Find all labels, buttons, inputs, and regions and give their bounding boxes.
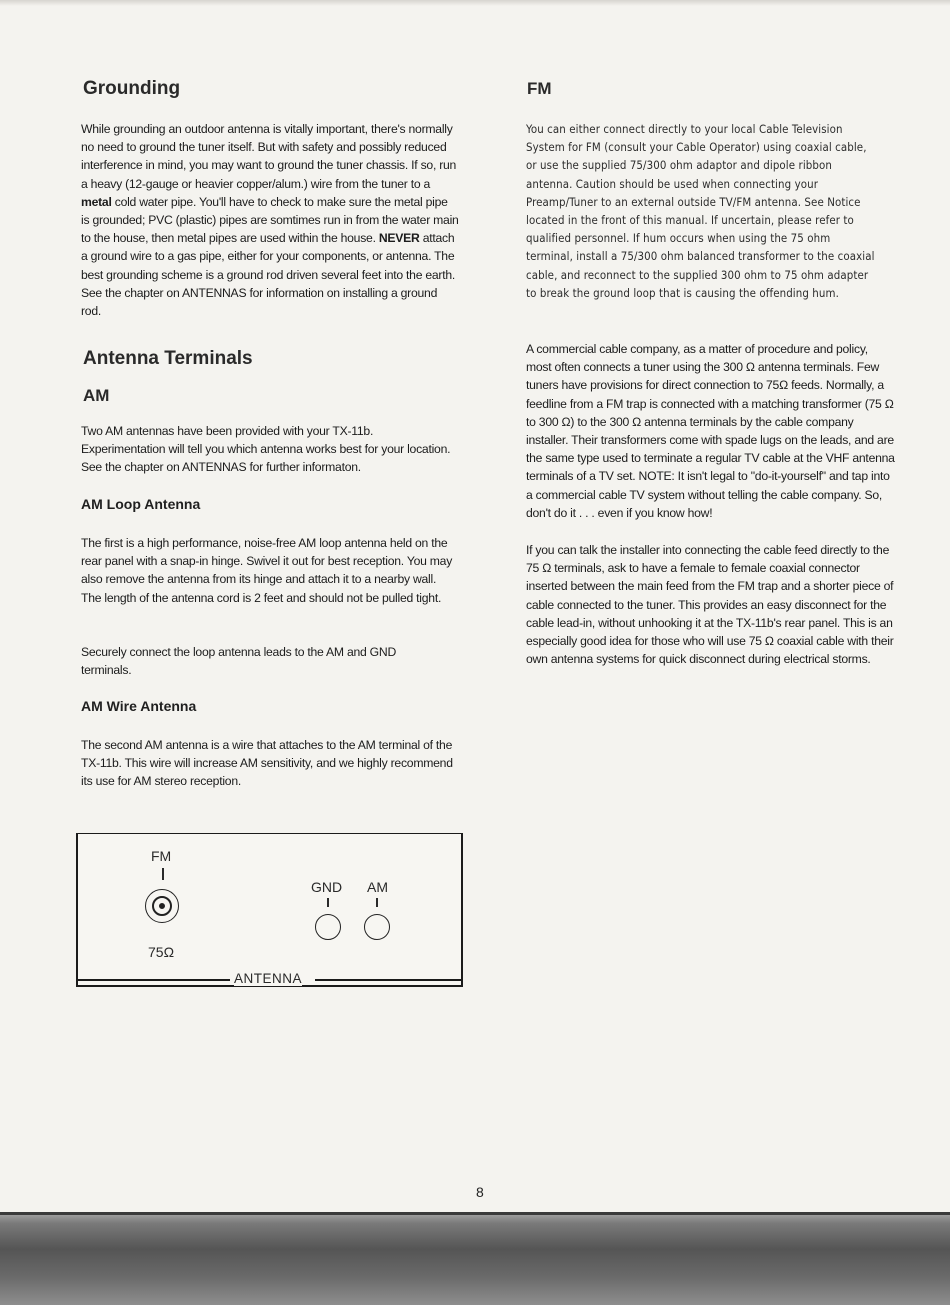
am-terminal — [364, 914, 390, 940]
fm-paragraph-3: If you can talk the installer into connecting the cable feed directly to the 75 Ω terminals, ask to have a female to female coaxial connector inserted between the main feed from the FM trap and a shorter piece of cable connected to the tuner. This provides an easy disconnect for the cable lead-in, without unhooking it at the TX-11b's rear panel. This is an especially good idea for those who will use 75 Ω coaxial cable with their own antenna systems for quick disconnect during electrical storms. — [526, 543, 894, 667]
gnd-terminal — [315, 914, 341, 940]
fm-coax-terminal-pin — [159, 903, 165, 909]
grounding-text-2: cold water pipe. You'll have to check to make sure the metal pipe is grounded; PVC (plastic) pipes are somtimes run in from the water main to the house, then metal pipes are used within the house. — [81, 194, 459, 246]
am-label-tick — [376, 898, 378, 907]
am-wire-heading: AM Wire Antenna — [81, 698, 197, 714]
am-terminal-label: AM — [367, 879, 388, 895]
fm-paragraph-2: A commercial cable company, as a matter of procedure and policy, most often connects a tuner using the 300 Ω antenna terminals. Few tuners have provisions for direct connection to 75Ω feeds. Normally, a feedline from a FM trap is connected with a matching transformer (75 Ω to 300 Ω) to the 300 Ω antenna terminals by the cable company installer. Their transformers come with spade lugs on the leads, and are the same type used to terminate a regular TV cable at the VHF antenna terminals of a TV set. NOTE: It isn't legal to "do-it-yourself" and tap into a commercial cable TV system without telling the cable company. So, don't do it . . . even if you know how! — [526, 342, 895, 520]
gnd-terminal-label: GND — [311, 879, 343, 895]
fm-paragraph-1: You can either connect directly to your local Cable Television System for FM (consult your Cable Operator) using coaxial cable, or use the supplied 75/300 ohm adaptor and dipole ribbon antenna. Caution should be used when connecting your Preamp/Tuner to an external outside TV/FM antenna. See Notice located in the front of this manual. If uncertain, please refer to qualified personnel. If hum occurs when using the 75 ohm terminal, install a 75/300 ohm balanced transformer to the coaxial cable, and reconnect to the supplied 300 ohm to 75 ohm adapter to break the ground loop that is causing the offending hum. — [526, 122, 875, 300]
page-number: 8 — [476, 1184, 484, 1200]
grounding-heading: Grounding — [83, 78, 181, 99]
antenna-underline-left — [78, 979, 230, 981]
fm-impedance-label: 75Ω — [148, 944, 175, 960]
grounding-emphasis-never: NEVER — [378, 231, 420, 246]
am-loop-heading: AM Loop Antenna — [81, 496, 201, 512]
grounding-paragraph — [81, 120, 459, 320]
am-heading: AM — [83, 386, 110, 405]
am-paragraph: Two AM antennas have been provided with your TX-11b. Experimentation will tell you which antenna works best for your location. See the chapter on ANTENNAS for further informaton. — [81, 424, 451, 475]
fm-heading: FM — [527, 79, 552, 98]
grounding-text-3: attach a ground wire to a gas pipe, either for your components, or antenna. The best grounding scheme is a ground rod driven several feet into the earth. See the chapter on ANTENNAS for information on installing a ground rod. — [81, 231, 456, 319]
antenna-underline-right — [315, 979, 463, 981]
grounding-emphasis-metal: metal — [81, 194, 112, 209]
fm-terminal-label: FM — [151, 848, 172, 864]
grounding-text-1: While grounding an outdoor antenna is vitally important, there's normally no need to ground the tuner itself. But with safety and possibly reduced interference in mind, you may want to ground the tuner chassis. If so, run a heavy (12-gauge or heavier copper/alum.) wire from the tuner to a — [81, 122, 457, 191]
scan-bottom-edge — [0, 1212, 950, 1305]
am-loop-paragraph-1: The first is a high performance, noise-free AM loop antenna held on the rear panel with a snap-in hinge. Swivel it out for best reception. You may also remove the antenna from its hinge and attach it to a nearby wall. The length of the antenna cord is 2 feet and should not be pulled tight. — [81, 536, 453, 605]
antenna-panel-label: ANTENNA — [234, 971, 303, 986]
am-wire-paragraph: The second AM antenna is a wire that attaches to the AM terminal of the TX-11b. This wire will increase AM sensitivity, and we highly recommend its use for AM stereo reception. — [81, 738, 453, 789]
fm-label-tick — [162, 868, 164, 880]
page-top-shadow — [0, 0, 950, 6]
antenna-terminal-diagram — [76, 833, 463, 987]
antenna-terminals-heading: Antenna Terminals — [83, 348, 253, 369]
gnd-label-tick — [327, 898, 329, 907]
am-loop-paragraph-2: Securely connect the loop antenna leads to the AM and GND terminals. — [81, 645, 397, 678]
